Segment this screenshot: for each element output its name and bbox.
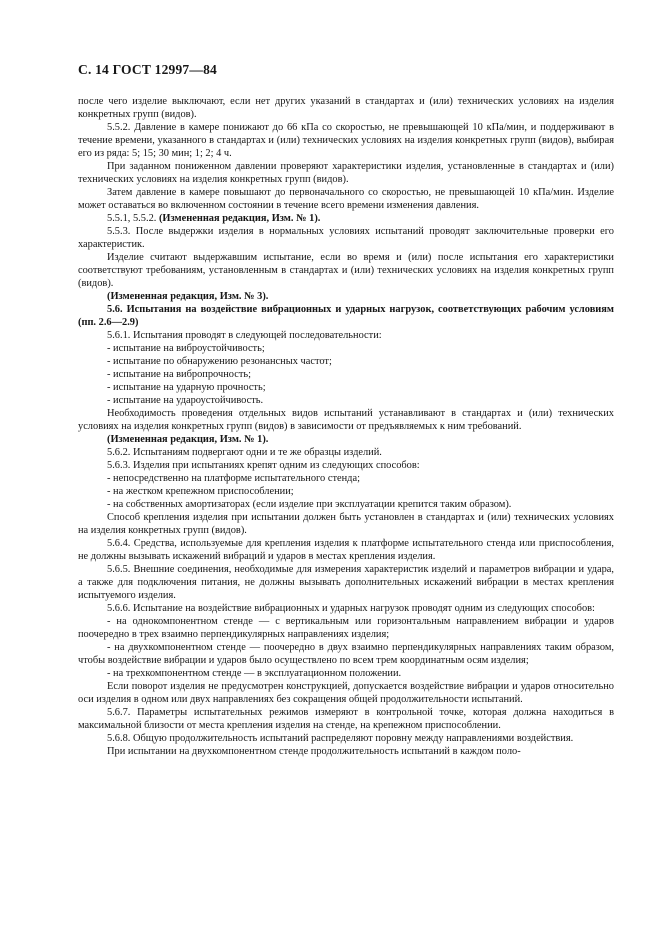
list-item: - испытание на удароустойчивость.	[107, 395, 264, 406]
section-heading: 5.6. Испытания на воздействие вибрационных и ударных нагрузок, соответствующих рабочим условиям (пп. 2.6—2.9)	[78, 304, 614, 328]
paragraph: 5.6.5. Внешние соединения, необходимые для измерения характеристик изделий и параметров вибрации и удара, а также для подключения питания, не должны вызывать дополнительных искажений вибрации в местах крепления испытуемого изделия.	[78, 564, 614, 601]
document-body	[78, 95, 614, 758]
amendment-note: (Измененная редакция, Изм. № 1).	[107, 434, 269, 445]
list-item: - испытание на ударную прочность;	[107, 382, 266, 393]
clause-refs: 5.5.1, 5.5.2.	[107, 213, 157, 224]
list-item: - на трехкомпонентном стенде — в эксплуатационном положении.	[107, 668, 402, 679]
paragraph: Необходимость проведения отдельных видов испытаний устанавливают в стандартах и (или) технических условиях на изделия конкретных групп (видов) в зависимости от предъявляемых к ним требований.	[78, 408, 614, 432]
paragraph: 5.5.3. После выдержки изделия в нормальных условиях испытаний проводят заключительные проверки его характеристик.	[78, 226, 614, 250]
paragraph: 5.6.8. Общую продолжительность испытаний распределяют поровну между направлениями воздействия.	[107, 733, 574, 744]
paragraph: Способ крепления изделия при испытании должен быть установлен в стандартах и (или) технических условиях на изделия конкретных групп (видов).	[78, 512, 614, 536]
list-item: - на собственных амортизаторах (если изделие при эксплуатации крепится таким образом).	[107, 499, 512, 510]
paragraph: после чего изделие выключают, если нет других указаний в стандартах и (или) технических условиях на изделия конкретных групп (видов).	[78, 96, 614, 120]
paragraph: 5.5.2. Давление в камере понижают до 66 кПа со скоростью, не превышающей 10 кПа/мин, и поддерживают в течение времени, указанного в стандартах и (или) технических условиях на изделия конкретных групп (видов), выбирая его из ряда: 5; 15; 30 мин; 1; 2; 4 ч.	[78, 122, 614, 159]
paragraph: 5.6.2. Испытаниям подвергают одни и те же образцы изделий.	[107, 447, 382, 458]
list-item: - испытание на вибропрочность;	[107, 369, 251, 380]
paragraph: При заданном пониженном давлении проверяют характеристики изделия, установленные в стандартах и (или) технических условиях на изделия конкретных групп (видов).	[78, 161, 614, 185]
list-item: - непосредственно на платформе испытательного стенда;	[107, 473, 360, 484]
list-item: - испытание по обнаружению резонансных частот;	[107, 356, 332, 367]
list-item: - на однокомпонентном стенде — с вертикальным или горизонтальным направлением вибрации и ударов поочередно в трех взаимно перпендикулярных направлениях изделия;	[78, 616, 614, 640]
stand-methods-list	[78, 615, 614, 680]
test-sequence-list	[78, 342, 614, 407]
amendment-note	[78, 212, 614, 225]
paragraph: 5.6.6. Испытание на воздействие вибрационных и ударных нагрузок проводят одним из следующих способов:	[107, 603, 595, 614]
list-item: - испытание на виброустойчивость;	[107, 343, 265, 354]
mounting-methods-list	[78, 472, 614, 511]
amendment-note: (Измененная редакция, Изм. № 3).	[107, 291, 269, 302]
paragraph: 5.6.1. Испытания проводят в следующей последовательности:	[107, 330, 382, 341]
paragraph: При испытании на двухкомпонентном стенде продолжительность испытаний в каждом поло-	[107, 746, 521, 757]
amendment-text: (Измененная редакция, Изм. № 1).	[158, 213, 321, 224]
paragraph: 5.6.7. Параметры испытательных режимов измеряют в контрольной точке, которая должна находиться в максимальной близости от места крепления изделия на стенде, на крепежном приспособлении.	[78, 707, 614, 731]
paragraph: Если поворот изделия не предусмотрен конструкцией, допускается воздействие вибрации и ударов относительно оси изделия в одном или двух направлениях без сокращения общей продолжительности испытаний.	[78, 681, 614, 705]
page-header: С. 14 ГОСТ 12997—84	[78, 62, 217, 77]
list-item: - на жестком крепежном приспособлении;	[107, 486, 294, 497]
paragraph: Изделие считают выдержавшим испытание, если во время и (или) после испытания его характеристики соответствуют требованиям, установленным в стандартах и (или) технических условиях на изделия конкретных групп (видов).	[78, 252, 614, 289]
paragraph: 5.6.3. Изделия при испытаниях крепят одним из следующих способов:	[107, 460, 420, 471]
paragraph: Затем давление в камере повышают до первоначального со скоростью, не превышающей 10 кПа/мин. Изделие может оставаться во включенном состоянии в течение всего времени изменения давления.	[78, 187, 614, 211]
list-item: - на двухкомпонентном стенде — поочередно в двух взаимно перпендикулярных направлениях таким образом, чтобы воздействие вибрации и ударов было осуществлено по всем трем координатным осям изделия;	[78, 642, 614, 666]
paragraph: 5.6.4. Средства, используемые для крепления изделия к платформе испытательного стенда или приспособления, не должны вызывать искажений вибраций и ударов в местах крепления изделия.	[78, 538, 614, 562]
